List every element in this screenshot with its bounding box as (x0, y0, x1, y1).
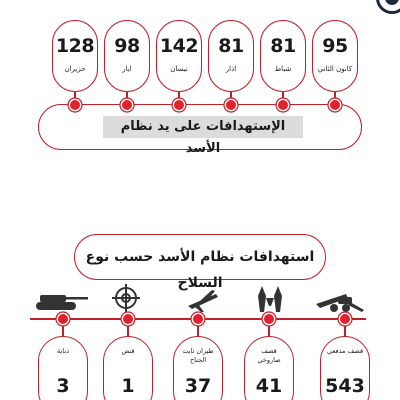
month-label: اذار (225, 65, 237, 73)
weapon-label: دبابة (57, 347, 69, 355)
month-capsule-january (312, 20, 358, 92)
artillery-icon (312, 284, 372, 314)
weapon-value: 37 (184, 375, 212, 397)
rocket-icon (240, 284, 300, 314)
weapon-value: 41 (255, 375, 283, 397)
timeline-dot (330, 100, 340, 110)
month-value: 142 (159, 35, 199, 57)
month-value: 81 (270, 35, 296, 57)
timeline-dot (193, 314, 203, 324)
timeline-dot (340, 314, 350, 324)
month-value: 81 (218, 35, 244, 57)
crosshair-icon (96, 284, 156, 314)
emblem-icon (376, 0, 400, 14)
month-label: ايار (122, 65, 132, 73)
weapon-capsule-artillery (320, 336, 370, 400)
timeline-dot (123, 314, 133, 324)
weapon-value: 543 (325, 375, 365, 397)
month-value: 128 (55, 35, 95, 57)
weapon-value: 3 (56, 375, 70, 397)
weapon-capsule-rocket (244, 336, 294, 400)
month-capsule-february (260, 20, 306, 92)
month-capsule-april (156, 20, 202, 92)
month-label: حزيران (64, 65, 86, 73)
timeline-dot (70, 100, 80, 110)
weapons-title: استهدافات نظام الأسد حسب نوع السلاح (85, 249, 315, 291)
timeline-dot (58, 314, 68, 324)
timeline-dot (278, 100, 288, 110)
weapon-label: طيران ثابت الجناح (182, 347, 214, 364)
weapon-value: 1 (121, 375, 135, 397)
month-label: شباط (274, 65, 292, 73)
month-value: 98 (114, 35, 140, 57)
warplane-icon (172, 284, 232, 314)
weapon-capsule-sniper (103, 336, 153, 400)
monthly-title: الإستهدافات على يد نظام الأسد (103, 116, 303, 138)
timeline-dot (226, 100, 236, 110)
weapon-capsule-tank (38, 336, 88, 400)
timeline-dot (264, 314, 274, 324)
weapon-capsule-warplane (173, 336, 223, 400)
month-capsule-june (52, 20, 98, 92)
weapon-label: قنص (121, 347, 135, 355)
month-label: نيسان (170, 65, 188, 73)
weapon-label: قصف مدفعي (326, 347, 364, 355)
tank-icon (30, 284, 90, 314)
month-value: 95 (322, 35, 348, 57)
timeline-dot (122, 100, 132, 110)
timeline-dot (174, 100, 184, 110)
month-label: كانون الثاني (317, 65, 353, 73)
weapon-label: قصف صاروخي (257, 347, 281, 364)
month-capsule-march (208, 20, 254, 92)
month-capsule-may (104, 20, 150, 92)
